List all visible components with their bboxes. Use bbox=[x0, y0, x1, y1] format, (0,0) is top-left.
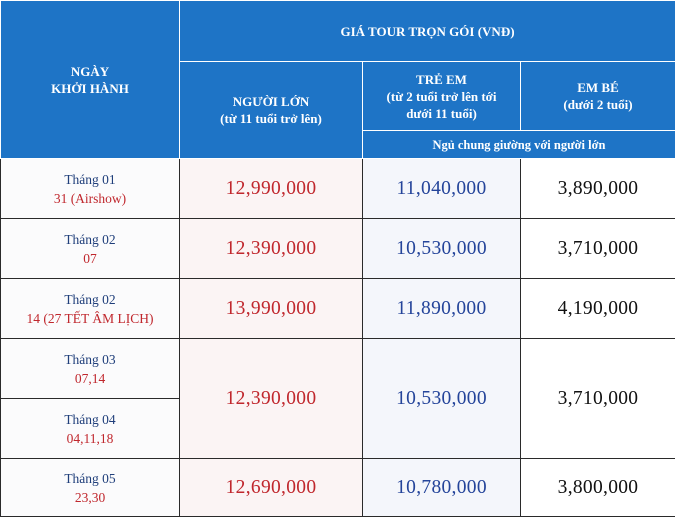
child-header-range-line1: (từ 2 tuổi trở lên tới bbox=[386, 88, 497, 104]
days-label: 04,11,18 bbox=[66, 430, 114, 446]
departure-date-cell bbox=[1, 399, 180, 459]
month-label: Tháng 05 bbox=[64, 470, 116, 486]
baby-header-title: EM BÉ bbox=[577, 80, 619, 95]
baby-price: 3,890,000 bbox=[521, 159, 675, 219]
baby-price: 3,710,000 bbox=[521, 219, 675, 279]
child-header-title: TRẺ EM bbox=[416, 71, 467, 87]
adult-price: 12,690,000 bbox=[180, 459, 363, 517]
month-label: Tháng 01 bbox=[64, 171, 116, 187]
child-price: 10,780,000 bbox=[363, 459, 521, 517]
table-row bbox=[1, 279, 675, 339]
child-price: 11,040,000 bbox=[363, 159, 521, 219]
child-price: 10,530,000 bbox=[363, 339, 521, 459]
price-group-header bbox=[180, 1, 675, 62]
departure-date-cell bbox=[1, 219, 180, 279]
departure-date-cell bbox=[1, 459, 180, 517]
month-label: Tháng 03 bbox=[64, 351, 116, 367]
adult-header bbox=[180, 62, 363, 159]
adult-header-range: (từ 11 tuổi trở lên) bbox=[220, 111, 322, 126]
baby-price: 3,710,000 bbox=[521, 339, 675, 459]
days-label: 14 (27 TẾT ÂM LỊCH) bbox=[26, 310, 154, 326]
shared-bed-note bbox=[363, 131, 675, 159]
adult-price: 12,390,000 bbox=[180, 219, 363, 279]
month-label: Tháng 02 bbox=[64, 291, 116, 307]
table-row bbox=[1, 459, 675, 517]
departure-date-cell bbox=[1, 339, 180, 399]
child-price: 11,890,000 bbox=[363, 279, 521, 339]
departure-date-cell bbox=[1, 279, 180, 339]
month-label: Tháng 02 bbox=[64, 231, 116, 247]
adult-header-title: NGƯỜI LỚN bbox=[232, 94, 310, 109]
baby-header bbox=[521, 62, 675, 131]
departure-date-header-line1: NGÀY bbox=[70, 63, 110, 79]
adult-price: 13,990,000 bbox=[180, 279, 363, 339]
days-label: 23,30 bbox=[74, 489, 106, 505]
adult-price: 12,990,000 bbox=[180, 159, 363, 219]
shared-bed-note-label: Ngủ chung giường với người lớn bbox=[432, 137, 606, 152]
child-header bbox=[363, 62, 521, 131]
days-label: 07,14 bbox=[74, 370, 106, 386]
child-header-range-line2: dưới 11 tuổi) bbox=[406, 105, 477, 121]
adult-price: 12,390,000 bbox=[180, 339, 363, 459]
days-label: 07 bbox=[83, 250, 97, 266]
price-group-header-label: GIÁ TOUR TRỌN GÓI (VNĐ) bbox=[340, 23, 515, 39]
baby-header-range: (dưới 2 tuổi) bbox=[563, 97, 633, 112]
table-row bbox=[1, 159, 675, 219]
table-row bbox=[1, 219, 675, 279]
month-label: Tháng 04 bbox=[64, 411, 116, 427]
baby-price: 4,190,000 bbox=[521, 279, 675, 339]
child-price: 10,530,000 bbox=[363, 219, 521, 279]
baby-price: 3,800,000 bbox=[521, 459, 675, 517]
departure-date-header bbox=[1, 1, 180, 159]
departure-date-header-line2: KHỞI HÀNH bbox=[51, 80, 129, 96]
departure-date-cell bbox=[1, 159, 180, 219]
table-row bbox=[1, 339, 675, 399]
days-label: 31 (Airshow) bbox=[53, 190, 127, 206]
